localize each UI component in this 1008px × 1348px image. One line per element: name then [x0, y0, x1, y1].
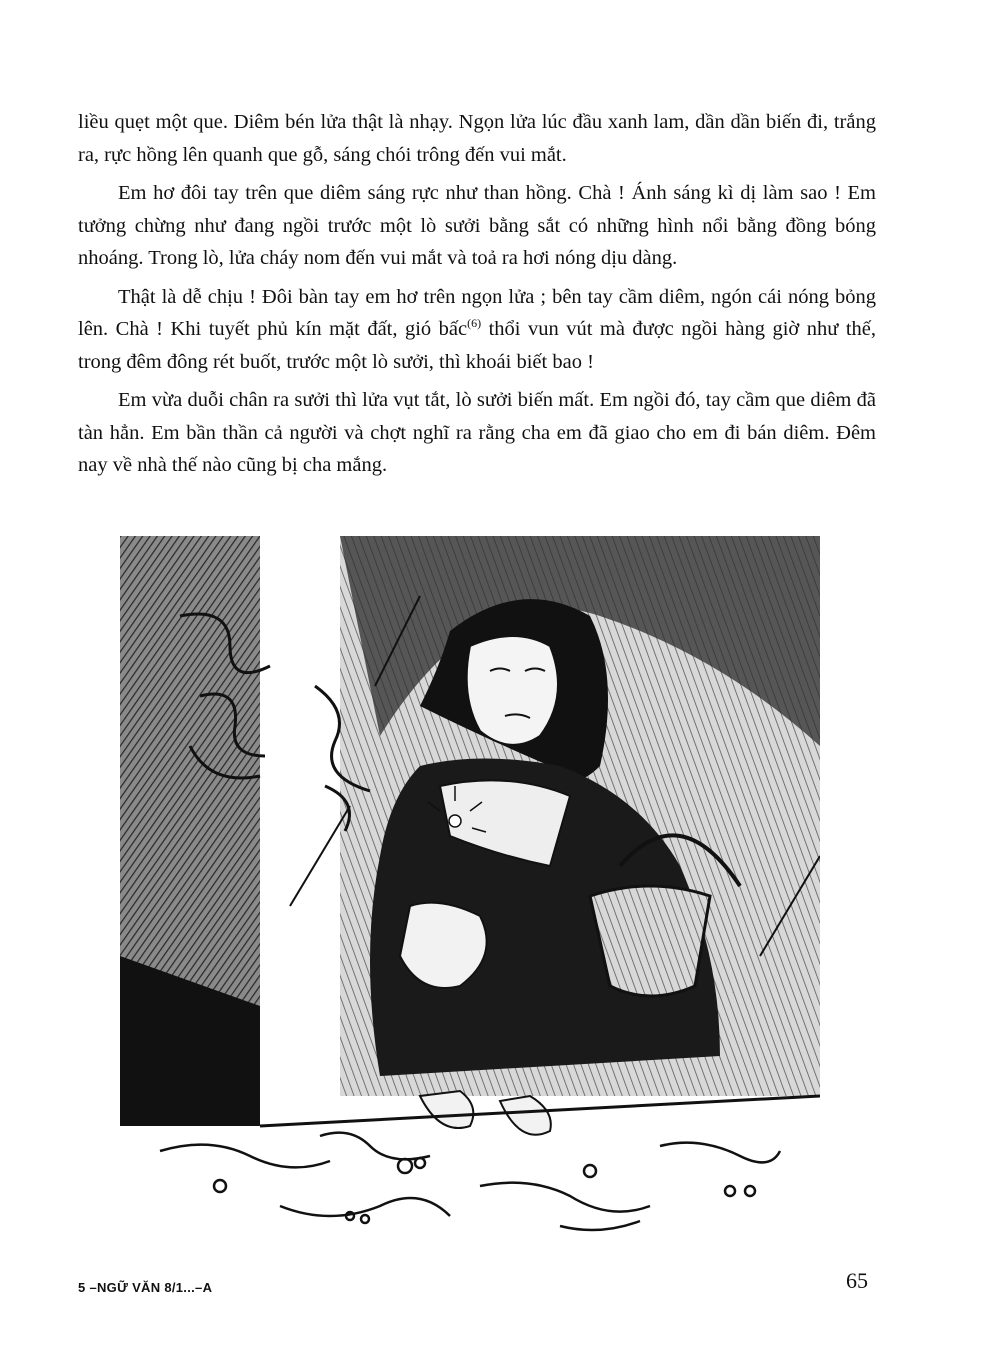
paragraph-2: Em hơ đôi tay trên que diêm sáng rực như than hồng. Chà ! Ánh sáng kì dị làm sao ! Em tưởng chừng như đang ngồi trước một lò sưởi bằng sắt có những hình nổi bằng đồng bóng nhoáng. Trong lò, lửa cháy nom đến vui mắt và toả ra hơi nóng dịu dàng. — [78, 182, 876, 269]
paragraph-4: Em vừa duỗi chân ra sưởi thì lửa vụt tắt, lò sưởi biến mất. Em ngồi đó, tay cầm que diêm đã tàn hẳn. Em bần thần cả người và chợt nghĩ ra rằng cha em đã giao cho em đi bán diêm. Đêm nay về nhà thế nào cũng bị cha mắng. — [78, 389, 876, 476]
little-match-girl-illustration — [120, 536, 820, 1236]
paragraph-3-text-a: Thật là dễ chịu ! Đôi bàn tay em hơ trên ngọn lửa ; bên tay cầm diêm, ngón cái nóng bỏng lên. Chà ! Khi tuyết phủ kín mặt đất, gió bấc — [78, 285, 876, 340]
footer-book-label: 5 –NGỮ VĂN 8/1...–A — [78, 1280, 213, 1295]
face — [467, 636, 558, 745]
paragraph-3-text-b: thổi vun vút mà được ngồi hàng giờ như thế, trong đêm đông rét buốt, trước một lò sưởi, thì khoái biết bao ! — [78, 318, 876, 373]
story-text — [78, 106, 876, 488]
footnote-marker: (6) — [467, 316, 482, 331]
paragraph-1: liều quẹt một que. Diêm bén lửa thật là nhạy. Ngọn lửa lúc đầu xanh lam, dần dần biến đi, trắng ra, rực hồng lên quanh que gỗ, sáng chói trông đến vui mắt. — [78, 111, 876, 166]
basket — [590, 886, 710, 996]
wall-strip — [260, 536, 340, 1096]
page-number: 65 — [846, 1268, 868, 1293]
snow-swirls — [160, 1133, 780, 1230]
paragraph-3 — [78, 281, 876, 379]
